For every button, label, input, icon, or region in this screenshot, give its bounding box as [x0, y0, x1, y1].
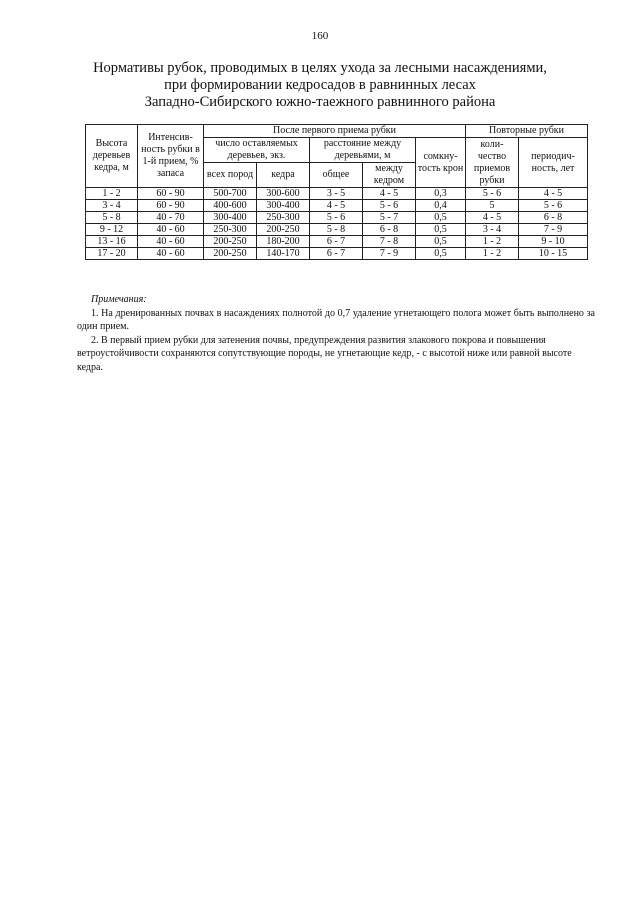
- table-cell: 5 - 6: [363, 200, 416, 212]
- table-cell: 10 - 15: [519, 248, 588, 260]
- table-cell: 7 - 9: [519, 224, 588, 236]
- header-all-species: всех пород: [204, 163, 257, 188]
- table-cell: 0,4: [416, 200, 466, 212]
- title-line: Западно-Сибирского южно-таежного равнинного района: [144, 94, 496, 110]
- page-number: 160: [311, 30, 329, 42]
- table-cell: 0,5: [416, 236, 466, 248]
- notes-section: [77, 293, 595, 374]
- table-cell: 60 - 90: [138, 200, 204, 212]
- table-cell: 40 - 60: [138, 224, 204, 236]
- table-cell: 9 - 10: [519, 236, 588, 248]
- table-row: [86, 236, 588, 248]
- table-cell: 300-400: [204, 212, 257, 224]
- table-cell: 40 - 70: [138, 212, 204, 224]
- table-cell: 9 - 12: [86, 224, 138, 236]
- table-cell: 7 - 8: [363, 236, 416, 248]
- table-cell: 3 - 5: [310, 188, 363, 200]
- header-distance: расстояние между деревьями, м: [310, 138, 416, 163]
- table-cell: 0,3: [416, 188, 466, 200]
- table-cell: 5 - 7: [363, 212, 416, 224]
- table-cell: 4 - 5: [519, 188, 588, 200]
- table-row: [86, 212, 588, 224]
- header-trees-left: число оставляемых деревьев, экз.: [204, 138, 310, 163]
- table-cell: 17 - 20: [86, 248, 138, 260]
- table-row: [86, 188, 588, 200]
- table-cell: 3 - 4: [86, 200, 138, 212]
- table-cell: 4 - 5: [310, 200, 363, 212]
- table-cell: 5 - 6: [310, 212, 363, 224]
- table-cell: 0,5: [416, 248, 466, 260]
- title-line: при формировании кедросадов в равнинных лесах: [164, 77, 476, 93]
- header-intensity: Интенсив-ность рубки в 1-й прием, % запаса: [138, 125, 204, 188]
- table-cell: 500-700: [204, 188, 257, 200]
- table-cell: 300-400: [257, 200, 310, 212]
- table-cell: 180-200: [257, 236, 310, 248]
- table-cell: 400-600: [204, 200, 257, 212]
- note-item: 1. На дренированных почвах в насаждениях полнотой до 0,7 удаление угнетающего полога может быть выполнено за один прием.: [77, 307, 595, 332]
- note-item: 2. В первый прием рубки для затенения почвы, предупреждения развития злакового покрова и повышения ветроустойчивости сохраняются сопутствующие породы, не угнетающие кедр, - с высотой ниже или равной высоте кедра.: [77, 334, 572, 373]
- table-cell: 4 - 5: [466, 212, 519, 224]
- table-cell: 6 - 8: [363, 224, 416, 236]
- table-cell: 40 - 60: [138, 248, 204, 260]
- table-cell: 5 - 6: [466, 188, 519, 200]
- table-cell: 5 - 8: [86, 212, 138, 224]
- header-cut-count: коли-чество приемов рубки: [466, 138, 519, 188]
- table-cell: 4 - 5: [363, 188, 416, 200]
- table-cell: 300-600: [257, 188, 310, 200]
- table-row: [86, 248, 588, 260]
- table-cell: 250-300: [257, 212, 310, 224]
- table-row: [86, 200, 588, 212]
- table-cell: 0,5: [416, 212, 466, 224]
- table-cell: 1 - 2: [466, 248, 519, 260]
- table-cell: 5 - 8: [310, 224, 363, 236]
- table-cell: 13 - 16: [86, 236, 138, 248]
- table-cell: 200-250: [204, 248, 257, 260]
- notes-title: Примечания:: [91, 294, 147, 305]
- header-cedar: кедра: [257, 163, 310, 188]
- table-cell: 140-170: [257, 248, 310, 260]
- table-cell: 250-300: [204, 224, 257, 236]
- table-cell: 7 - 9: [363, 248, 416, 260]
- header-periodicity: периодич-ность, лет: [519, 138, 588, 188]
- page-title: [60, 60, 580, 111]
- title-line: Нормативы рубок, проводимых в целях ухода за лесными насаждениями,: [93, 60, 547, 76]
- table-row: [86, 224, 588, 236]
- table-cell: 200-250: [204, 236, 257, 248]
- table-cell: 0,5: [416, 224, 466, 236]
- header-distance-total: общее: [310, 163, 363, 188]
- header-crown-closure: сомкну-тость крон: [416, 138, 466, 188]
- table-cell: 3 - 4: [466, 224, 519, 236]
- header-height: Высота деревьев кедра, м: [86, 125, 138, 188]
- header-repeat-cuts: Повторные рубки: [466, 125, 588, 138]
- table-cell: 6 - 7: [310, 248, 363, 260]
- table-cell: 6 - 8: [519, 212, 588, 224]
- table-cell: 1 - 2: [466, 236, 519, 248]
- table-cell: 5 - 6: [519, 200, 588, 212]
- table-cell: 60 - 90: [138, 188, 204, 200]
- table-cell: 40 - 60: [138, 236, 204, 248]
- table-cell: 6 - 7: [310, 236, 363, 248]
- table-cell: 1 - 2: [86, 188, 138, 200]
- header-after-first-cut: После первого приема рубки: [204, 125, 466, 138]
- norms-table: [85, 124, 588, 260]
- header-distance-cedar: между кедром: [363, 163, 416, 188]
- table-cell: 5: [466, 200, 519, 212]
- table-cell: 200-250: [257, 224, 310, 236]
